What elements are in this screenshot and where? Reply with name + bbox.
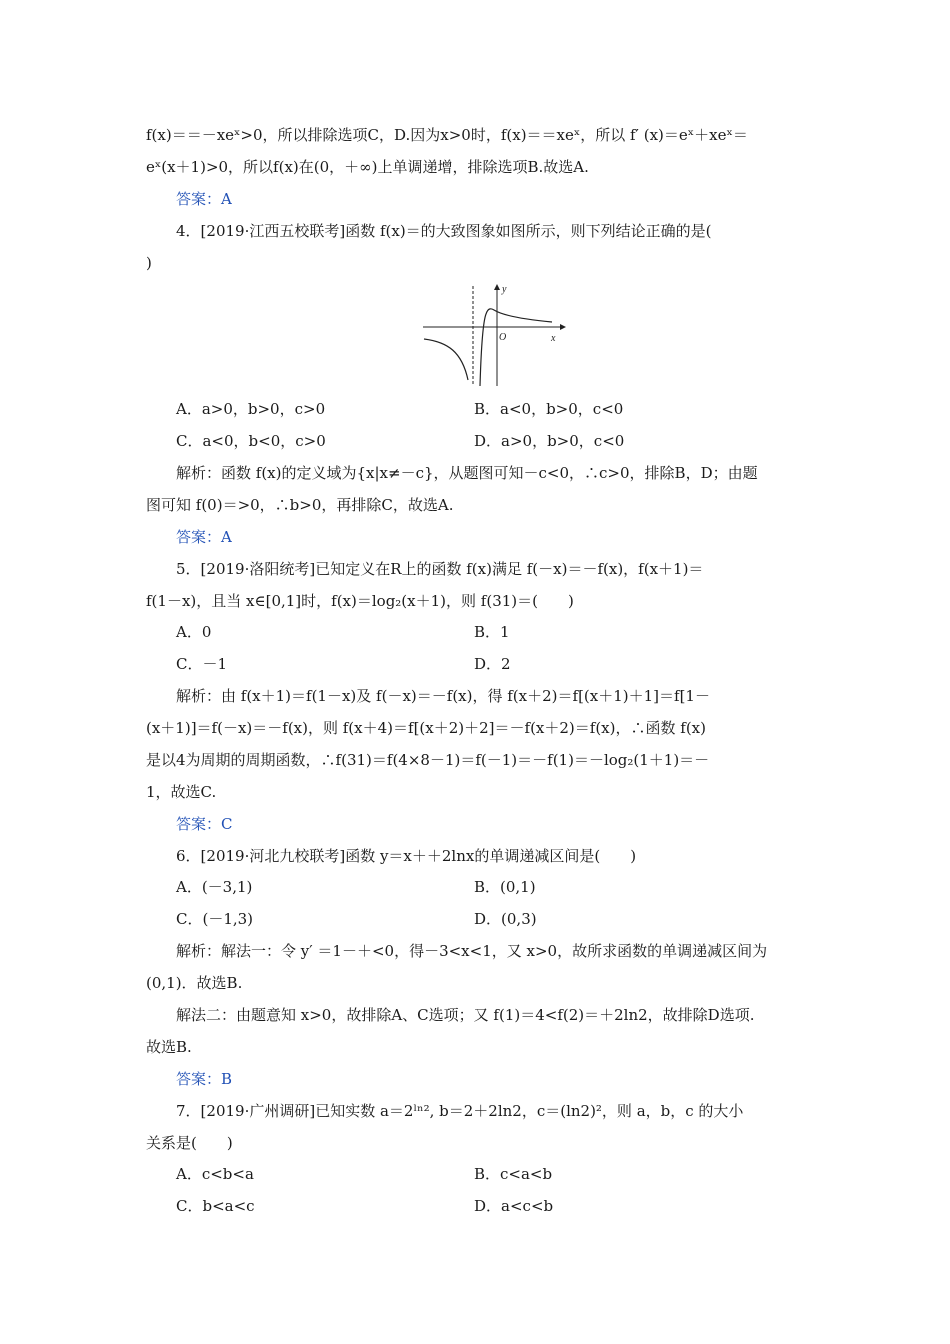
q7-option-c: C．b<a<c [176, 1197, 255, 1215]
question-4-stem: 4．[2019·江西五校联考]函数 f(x)＝的大致图象如图所示，则下列结论正确的是( [176, 222, 712, 240]
q6-option-c: C．(－1,3) [176, 910, 254, 928]
question-7-stem: 7．[2019·广州调研]已知实数 a＝2ˡⁿ², b＝2＋2ln2，c＝(ln2)²，则 a，b，c 的大小 [176, 1102, 744, 1120]
q5-option-a: A．0 [176, 623, 212, 641]
y-axis-label: y [502, 284, 507, 295]
q6-option-b: B．(0,1) [474, 878, 536, 896]
text-line: f(1－x)，且当 x∈[0,1]时，f(x)＝log₂(x＋1)，则 f(31)＝( ) [146, 592, 574, 610]
answer-line: 答案：C [176, 815, 233, 833]
analysis-line: 解析：解法一：令 y′ ＝1－＋<0，得－3<x<1，又 x>0，故所求函数的单调递减区间为 [176, 942, 768, 960]
text-line: 是以4为周期的周期函数，∴f(31)＝f(4×8－1)＝f(－1)＝－f(1)＝－log₂(1＋1)＝－ [146, 751, 710, 769]
text-line: 1，故选C. [146, 783, 217, 801]
analysis-line: 解析：函数 f(x)的定义域为{x|x≠－c}，从题图可知－c<0，∴c>0，排除B，D；由题 [176, 464, 758, 482]
text-line: 关系是( ) [146, 1134, 233, 1152]
question-5-stem: 5．[2019·洛阳统考]已知定义在R上的函数 f(x)满足 f(－x)＝－f(x)，f(x＋1)＝ [176, 560, 704, 578]
q4-option-d: D．a>0，b>0，c<0 [474, 432, 625, 450]
text-line: (x＋1)]＝f(－x)＝－f(x)，则 f(x＋4)＝f[(x＋2)＋2]＝－f(x＋2)＝f(x)，∴函数 f(x) [146, 719, 706, 737]
origin-label: O [499, 332, 507, 343]
text-line: f(x)＝＝－xeˣ>0，所以排除选项C，D.因为x>0时，f(x)＝＝xeˣ，所以 f′ (x)＝eˣ＋xeˣ＝ [146, 126, 748, 144]
q5-option-d: D．2 [474, 655, 511, 673]
answer-line: 答案：A [176, 528, 232, 546]
q4-option-a: A．a>0，b>0，c>0 [176, 400, 326, 418]
q5-option-b: B．1 [474, 623, 510, 641]
q7-option-d: D．a<c<b [474, 1197, 554, 1215]
q7-option-a: A．c<b<a [176, 1165, 254, 1183]
text-line: 解法二：由题意知 x>0，故排除A、C选项；又 f(1)＝4<f(2)＝＋2ln2，故排除D选项. [176, 1006, 755, 1024]
y-axis-arrow [494, 284, 500, 290]
text-line: eˣ(x＋1)>0，所以f(x)在(0，＋∞)上单调递增，排除选项B.故选A. [146, 158, 589, 176]
q7-option-b: B．c<a<b [474, 1165, 553, 1183]
question-6-stem: 6．[2019·河北九校联考]函数 y＝x＋＋2lnx的单调递减区间是( ) [176, 847, 637, 865]
x-axis-arrow [560, 324, 566, 330]
answer-line: 答案：B [176, 1070, 233, 1088]
q4-option-b: B．a<0，b>0，c<0 [474, 400, 624, 418]
text-line: 图可知 f(0)＝>0，∴b>0，再排除C，故选A. [146, 496, 454, 514]
text-line: ) [146, 254, 152, 272]
right-branch [480, 309, 552, 386]
x-axis-label: x [551, 333, 556, 344]
q6-option-a: A．(－3,1) [176, 878, 253, 896]
text-line: 故选B. [146, 1038, 192, 1056]
answer-line: 答案：A [176, 190, 232, 208]
analysis-line: 解析：由 f(x＋1)＝f(1－x)及 f(－x)＝－f(x)，得 f(x＋2)＝f[(x＋1)＋1]＝f[1－ [176, 687, 710, 705]
q4-option-c: C．a<0，b<0，c>0 [176, 432, 326, 450]
text-line: (0,1)．故选B. [146, 974, 243, 992]
q6-option-d: D．(0,3) [474, 910, 537, 928]
function-graph [420, 282, 570, 390]
q5-option-c: C．－1 [176, 655, 228, 673]
left-branch [424, 339, 468, 380]
